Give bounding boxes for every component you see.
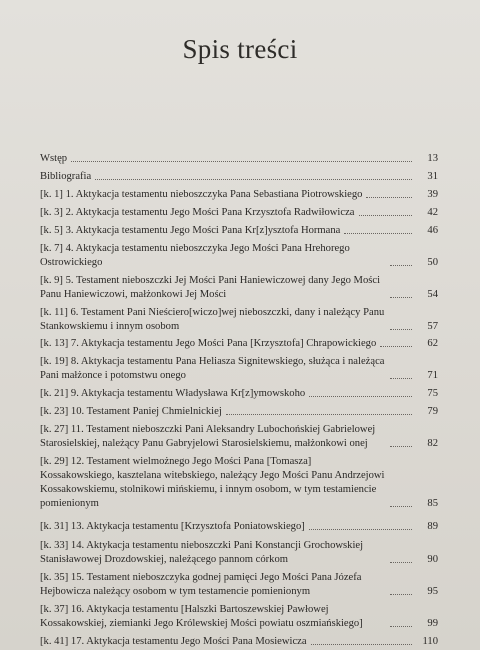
dot-leader [344,233,412,234]
toc-entry-title: [k. 37] 16. Aktykacja testamentu [Halszki Bartoszewskiej Pawłowej Kossakowskiej, ziemianki Jego Królewskiej Mości powiatu oszmiańskiego] [40,604,363,629]
dot-leader [390,265,412,266]
toc-entry [40,152,438,166]
dot-leader [380,346,412,347]
toc-entry [40,242,438,270]
toc-entry-page-number: 54 [427,289,438,300]
dot-leader [309,396,412,397]
dot-leader [390,446,412,447]
toc-entry-page-number: 39 [427,189,438,200]
toc-entry [40,170,438,184]
toc-entry [40,206,438,220]
dot-leader [226,414,412,415]
toc-entry-page-number: 90 [427,554,438,565]
dot-leader [95,179,412,180]
toc-entry-title: [k. 27] 11. Testament nieboszczki Pani Aleksandry Lubochońskiej Gabrielowej Starosielskiej, należący Panu Gabryjelowi Starosielskiemu, małżonkowi onej [40,424,376,449]
toc-entry-title: [k. 35] 15. Testament nieboszczyka godnej pamięci Jego Mości Pana Józefa Hejbowicza należący osobom w tym testamencie pomienionym [40,572,362,597]
toc-entry [40,520,438,534]
toc-entry [40,387,438,401]
toc-entry-page-number: 99 [427,618,438,629]
toc-entry [40,635,438,649]
toc-entry-page-number: 71 [427,370,438,381]
toc-entry-page-number: 85 [427,498,438,509]
toc-entry [40,405,438,419]
dot-leader [71,161,412,162]
toc-entry-title: [k. 11] 6. Testament Pani Nieściero[wiczo]wej nieboszczki, dany i należący Panu Stankowskiemu i innym osobom [40,307,385,332]
toc-entry-page-number: 82 [427,438,438,449]
toc-entry-page-number: 62 [427,338,438,349]
toc-entry-title: Wstęp [40,153,68,164]
toc-entry-title: [k. 19] 8. Aktykacja testamentu Pana Heliasza Signitewskiego, służąca i należąca Pani małżonce i potomstwu onego [40,356,385,381]
dot-leader [311,644,412,645]
toc-entry-title: Bibliografia [40,171,92,182]
toc-entry [40,337,438,351]
toc-entry-title: [k. 33] 14. Aktykacja testamentu nieboszczki Pani Konstancji Grochowskiej Stanisławowej Drozdowskiej, należącego pannom córkom [40,540,364,565]
toc-entry [40,603,438,631]
toc-entry [40,188,438,202]
toc-entry-title: [k. 9] 5. Testament nieboszczki Jej Mości Pani Haniewiczowej dany Jego Mości Panu Haniewiczowi, małżonkowi Jej Mości [40,275,381,300]
toc-entry-page-number: 79 [427,406,438,417]
toc-entry-page-number: 31 [427,171,438,182]
toc-entry [40,355,438,383]
toc-entry-title: [k. 21] 9. Aktykacja testamentu Władysława Kr[z]ymowskoho [40,388,306,399]
toc-entry-page-number: 89 [427,521,438,532]
dot-leader [390,329,412,330]
toc-entry-page-number: 46 [427,225,438,236]
toc-entry [40,274,438,302]
toc-entry-page-number: 57 [427,321,438,332]
dot-leader [309,529,412,530]
toc-entry-title: [k. 13] 7. Aktykacja testamentu Jego Mości Pana [Krzysztofa] Chrapowickiego [40,338,377,349]
dot-leader [390,378,412,379]
dot-leader [390,506,412,507]
toc-entry [40,423,438,451]
dot-leader [359,215,413,216]
toc-entry-title: [k. 3] 2. Aktykacja testamentu Jego Mości Pana Krzysztofa Radwiłowicza [40,207,355,218]
toc-entry-page-number: 50 [427,257,438,268]
toc-entry [40,224,438,238]
toc-entry [40,539,438,567]
toc-entry [40,455,438,511]
toc-entry [40,571,438,599]
toc-entry-title: [k. 23] 10. Testament Paniej Chmielnickiej [40,406,222,417]
dot-leader [390,297,412,298]
toc-entry-title: [k. 1] 1. Aktykacja testamentu nieboszczyka Pana Sebastiana Piotrowskiego [40,189,363,200]
dot-leader [390,594,412,595]
page-title: Spis treści [182,34,298,64]
toc-entry-page-number: 95 [427,586,438,597]
dot-leader [390,562,412,563]
toc-entry-title: [k. 5] 3. Aktykacja testamentu Jego Mości Pana Kr[z]ysztofa Hormana [40,225,341,236]
toc-entry-title: [k. 41] 17. Aktykacja testamentu Jego Mości Pana Mosiewicza [40,636,307,647]
dot-leader [366,197,412,198]
toc-entry-page-number: 42 [427,207,438,218]
toc-entry-page-number: 13 [427,153,438,164]
toc-entry-page-number: 75 [427,388,438,399]
toc-entry [40,306,438,334]
toc-entry-title: [k. 7] 4. Aktykacja testamentu nieboszczyka Jego Mości Pana Hrehorego Ostrowickiego [40,243,350,268]
toc-entry-title: [k. 29] 12. Testament wielmożnego Jego Mości Pana [Tomasza] Kossakowskiego, kasztelana witebskiego, należący Jego Mości Panu Andrzejowi Kossakowskiemu, stolnikowi mińskiemu, i innym osobom, w tym testamiencie pomienionym [40,456,385,509]
toc-entry-page-number: 110 [422,636,438,647]
toc-entry-title: [k. 31] 13. Aktykacja testamentu [Krzysztofa Poniatowskiego] [40,521,305,532]
dot-leader [390,626,412,627]
